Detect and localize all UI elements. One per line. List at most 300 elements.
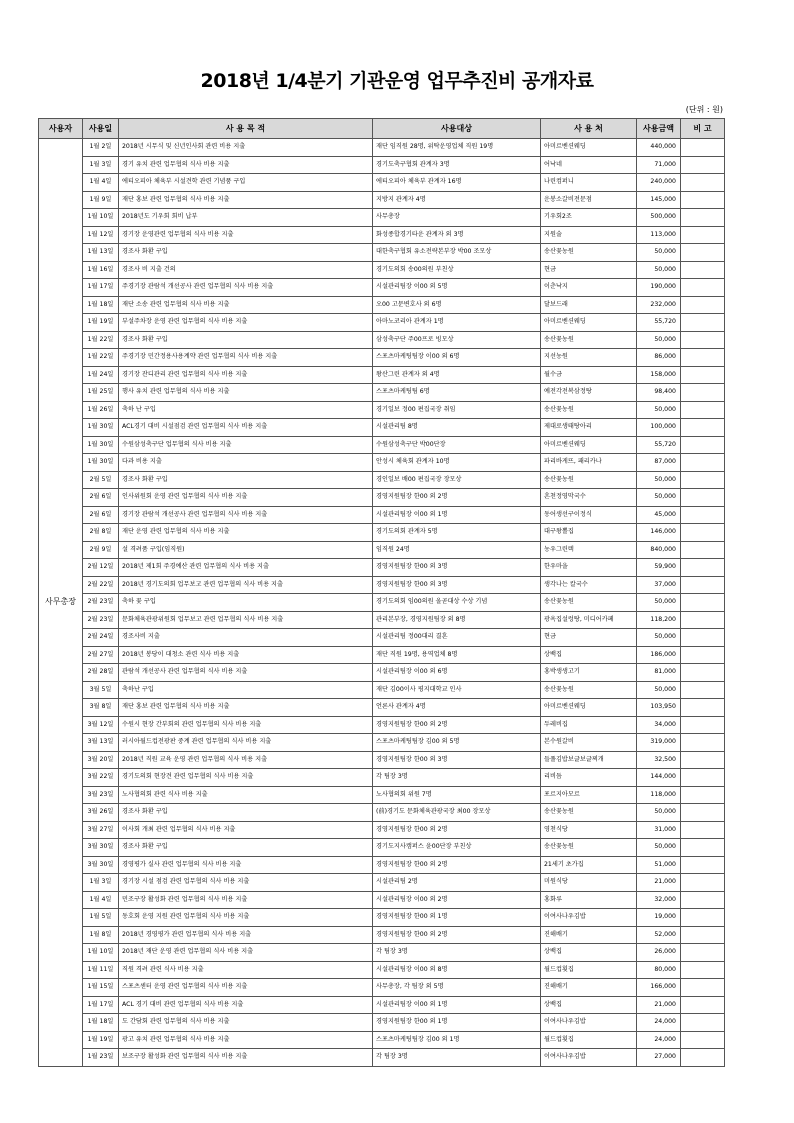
note-cell xyxy=(681,1049,725,1067)
target-cell: 스포츠마케팅팀장 이00 외 6명 xyxy=(373,349,541,367)
amount-cell: 45,000 xyxy=(637,506,681,524)
place-cell: 송산꽃농원 xyxy=(541,471,637,489)
purpose-cell: 2018년 직원 교육 운영 관련 업무협의 식사 비용 지출 xyxy=(119,751,373,769)
amount-cell: 55,720 xyxy=(637,436,681,454)
place-cell: 광옥집설렁탕, 미디어카페 xyxy=(541,611,637,629)
place-cell: 아미르벤션웨딩 xyxy=(541,436,637,454)
table-row xyxy=(39,454,725,472)
amount-cell: 113,000 xyxy=(637,226,681,244)
purpose-cell: 보조구장 활성화 관련 업무협의 식사 비용 지출 xyxy=(119,1049,373,1067)
amount-cell: 21,000 xyxy=(637,874,681,892)
amount-cell: 50,000 xyxy=(637,401,681,419)
table-row xyxy=(39,769,725,787)
amount-cell: 50,000 xyxy=(637,629,681,647)
date-cell: 3월 26일 xyxy=(83,804,119,822)
amount-cell: 145,000 xyxy=(637,191,681,209)
place-cell: 흔천정영막국수 xyxy=(541,489,637,507)
purpose-cell: 수원시 현장 간부회의 관련 업무협의 식사 비용 지출 xyxy=(119,716,373,734)
table-row xyxy=(39,489,725,507)
table-row xyxy=(39,944,725,962)
purpose-cell: 재단 홍보 관련 업무협의 식사 비용 지출 xyxy=(119,699,373,717)
date-cell: 1월 12일 xyxy=(83,226,119,244)
place-cell: 지원술 xyxy=(541,226,637,244)
header-target: 사용대상 xyxy=(373,119,541,139)
target-cell: 경기일보 정00 편집국장 취임 xyxy=(373,401,541,419)
date-cell: 1월 23일 xyxy=(83,1049,119,1067)
place-cell: 송산꽃농원 xyxy=(541,401,637,419)
date-cell: 3월 12일 xyxy=(83,716,119,734)
table-row xyxy=(39,646,725,664)
place-cell: 이춘낙지 xyxy=(541,279,637,297)
date-cell: 1월 9일 xyxy=(83,191,119,209)
target-cell: 재단 직원 19명, 용역업체 8명 xyxy=(373,646,541,664)
header-date: 사용일 xyxy=(83,119,119,139)
note-cell xyxy=(681,471,725,489)
target-cell: 지방지 관계자 4명 xyxy=(373,191,541,209)
place-cell: 나린컴퍼니 xyxy=(541,174,637,192)
purpose-cell: 경기 유치 관련 업무협의 식사 비용 지출 xyxy=(119,156,373,174)
date-cell: 2월 23일 xyxy=(83,611,119,629)
target-cell: 경영지원팀장 한00 외 2명 xyxy=(373,856,541,874)
date-cell: 2월 28일 xyxy=(83,664,119,682)
date-cell: 1월 18일 xyxy=(83,1014,119,1032)
note-cell xyxy=(681,209,725,227)
date-cell: 1월 22일 xyxy=(83,349,119,367)
date-cell: 2월 8일 xyxy=(83,524,119,542)
purpose-cell: 재단 홍보 관련 업무협의 식사 비용 지출 xyxy=(119,191,373,209)
note-cell xyxy=(681,244,725,262)
amount-cell: 840,000 xyxy=(637,541,681,559)
note-cell xyxy=(681,139,725,157)
expense-table xyxy=(38,118,725,1067)
purpose-cell: 인사위원회 운영 관련 업무협의 식사 비용 지출 xyxy=(119,489,373,507)
table-row xyxy=(39,384,725,402)
table-row xyxy=(39,611,725,629)
date-cell: 1월 3일 xyxy=(83,156,119,174)
place-cell: 송산꽃농원 xyxy=(541,244,637,262)
table-row xyxy=(39,891,725,909)
note-cell xyxy=(681,296,725,314)
target-cell: 사무총장, 각 팀장 외 5명 xyxy=(373,979,541,997)
purpose-cell: 2018년 봉당이 대청소 관련 식사 비용 지출 xyxy=(119,646,373,664)
place-cell: 진해배기 xyxy=(541,979,637,997)
amount-cell: 50,000 xyxy=(637,244,681,262)
target-cell: 경영지원팀장 한00 외 1명 xyxy=(373,909,541,927)
target-cell: 경영지원팀장 한00 외 2명 xyxy=(373,926,541,944)
date-cell: 2월 6일 xyxy=(83,489,119,507)
table-header-row xyxy=(39,119,725,139)
table-row xyxy=(39,786,725,804)
note-cell xyxy=(681,261,725,279)
table-row xyxy=(39,296,725,314)
table-row xyxy=(39,874,725,892)
purpose-cell: 경기장 운영관련 업무협의 식사 비용 지출 xyxy=(119,226,373,244)
place-cell: 상백집 xyxy=(541,646,637,664)
place-cell: 달보드래 xyxy=(541,296,637,314)
date-cell: 2월 23일 xyxy=(83,594,119,612)
target-cell: 에티오피아 체육부 관계자 16명 xyxy=(373,174,541,192)
target-cell: 스포츠마케팅팀장 김00 외 5명 xyxy=(373,734,541,752)
date-cell: 1월 30일 xyxy=(83,419,119,437)
target-cell: 사무총장 xyxy=(373,209,541,227)
date-cell: 1월 5일 xyxy=(83,909,119,927)
table-row xyxy=(39,541,725,559)
amount-cell: 21,000 xyxy=(637,996,681,1014)
amount-cell: 24,000 xyxy=(637,1014,681,1032)
note-cell xyxy=(681,419,725,437)
target-cell: 경영지원팀장 한00 외 3명 xyxy=(373,576,541,594)
target-cell: 화성종합경기타운 관계자 외 3명 xyxy=(373,226,541,244)
amount-cell: 144,000 xyxy=(637,769,681,787)
unit-label: (단위 : 원) xyxy=(685,105,723,114)
place-cell: 본수원갈비 xyxy=(541,734,637,752)
place-cell: 동어생선구이정식 xyxy=(541,506,637,524)
place-cell: 파리바게뜨, 패리카나 xyxy=(541,454,637,472)
note-cell xyxy=(681,436,725,454)
place-cell: 진해배기 xyxy=(541,926,637,944)
place-cell: 송산꽃농원 xyxy=(541,804,637,822)
amount-cell: 50,000 xyxy=(637,471,681,489)
table-row xyxy=(39,401,725,419)
purpose-cell: 재단 운영 관련 업무협의 식사 비용 지출 xyxy=(119,524,373,542)
place-cell: 상백집 xyxy=(541,996,637,1014)
target-cell: 스포츠마케팅팀장 김00 외 1명 xyxy=(373,1031,541,1049)
date-cell: 1월 4일 xyxy=(83,174,119,192)
target-cell: 경영지원팀장 한00 외 2명 xyxy=(373,489,541,507)
purpose-cell: 관람석 개선공사 관련 업무협의 식사 비용 지출 xyxy=(119,664,373,682)
target-cell: 경기도지사캠퍼스 윤00단장 부친상 xyxy=(373,839,541,857)
table-row xyxy=(39,961,725,979)
purpose-cell: 경조사 화환 구입 xyxy=(119,471,373,489)
note-cell xyxy=(681,979,725,997)
table-row xyxy=(39,734,725,752)
note-cell xyxy=(681,506,725,524)
table-row xyxy=(39,349,725,367)
target-cell: 경영지원팀장 한00 외 3명 xyxy=(373,751,541,769)
target-cell: 아마노코리아 관계자 1명 xyxy=(373,314,541,332)
purpose-cell: 경조사 비 지출 건의 xyxy=(119,261,373,279)
date-cell: 2월 12일 xyxy=(83,559,119,577)
amount-cell: 500,000 xyxy=(637,209,681,227)
target-cell: 관리본부장, 경영지원팀장 외 8명 xyxy=(373,611,541,629)
table-row xyxy=(39,1031,725,1049)
table-row xyxy=(39,419,725,437)
table-row xyxy=(39,191,725,209)
header-note: 비 고 xyxy=(681,119,725,139)
table-row xyxy=(39,629,725,647)
place-cell: 두레비집 xyxy=(541,716,637,734)
purpose-cell: 2018년 시무식 및 신년인사회 관련 비용 지출 xyxy=(119,139,373,157)
target-cell: 경기도의회 송00의원 부친상 xyxy=(373,261,541,279)
amount-cell: 86,000 xyxy=(637,349,681,367)
target-cell: 각 팀장 3명 xyxy=(373,769,541,787)
note-cell xyxy=(681,839,725,857)
date-cell: 3월 23일 xyxy=(83,786,119,804)
amount-cell: 50,000 xyxy=(637,489,681,507)
table-row xyxy=(39,524,725,542)
amount-cell: 24,000 xyxy=(637,1031,681,1049)
date-cell: 1월 19일 xyxy=(83,1031,119,1049)
amount-cell: 27,000 xyxy=(637,1049,681,1067)
note-cell xyxy=(681,454,725,472)
date-cell: 2월 5일 xyxy=(83,471,119,489)
note-cell xyxy=(681,314,725,332)
date-cell: 1월 4일 xyxy=(83,891,119,909)
target-cell: 시설관리팀장 이00 외 6명 xyxy=(373,664,541,682)
note-cell xyxy=(681,611,725,629)
note-cell xyxy=(681,874,725,892)
note-cell xyxy=(681,524,725,542)
target-cell: 재단 임직원 28명, 위탁운영업체 직원 19명 xyxy=(373,139,541,157)
amount-cell: 52,000 xyxy=(637,926,681,944)
target-cell: 경기도의회 임00의원 올곧대상 수상 기념 xyxy=(373,594,541,612)
date-cell: 1월 15일 xyxy=(83,979,119,997)
table-row xyxy=(39,366,725,384)
note-cell xyxy=(681,716,725,734)
amount-cell: 50,000 xyxy=(637,681,681,699)
purpose-cell: 주경기장 민간정용사용계약 관련 업무협의 식사 비용 지출 xyxy=(119,349,373,367)
place-cell: 아미르벤션웨딩 xyxy=(541,139,637,157)
purpose-cell: 도 간담회 관련 업무협의 식사 비용 지출 xyxy=(119,1014,373,1032)
place-cell: 송산꽃농원 xyxy=(541,681,637,699)
target-cell: 재단 김00이사 평지대학교 인사 xyxy=(373,681,541,699)
purpose-cell: 경조사비 지출 xyxy=(119,629,373,647)
date-cell: 1월 11일 xyxy=(83,961,119,979)
date-cell: 1월 8일 xyxy=(83,926,119,944)
target-cell: 시설관리팀 8명 xyxy=(373,419,541,437)
table-row xyxy=(39,174,725,192)
purpose-cell: 민조구장 활성화 관련 업무협의 식사 비용 지출 xyxy=(119,891,373,909)
date-cell: 3월 27일 xyxy=(83,821,119,839)
purpose-cell: 2018년 경기도의회 업무보고 관련 업무협의 식사 비용 지출 xyxy=(119,576,373,594)
place-cell: 현금 xyxy=(541,261,637,279)
amount-cell: 158,000 xyxy=(637,366,681,384)
amount-cell: 190,000 xyxy=(637,279,681,297)
target-cell: 삼성축구단 주00프로 빙모상 xyxy=(373,331,541,349)
target-cell: 대한축구협회 유소전략본부장 박00 조모상 xyxy=(373,244,541,262)
place-cell: 기우회2조 xyxy=(541,209,637,227)
target-cell: 노사협의회 위원 7명 xyxy=(373,786,541,804)
purpose-cell: 경조사 화환 구입 xyxy=(119,331,373,349)
header-user: 사용자 xyxy=(39,119,83,139)
table-row xyxy=(39,279,725,297)
amount-cell: 100,000 xyxy=(637,419,681,437)
date-cell: 3월 13일 xyxy=(83,734,119,752)
amount-cell: 50,000 xyxy=(637,331,681,349)
place-cell: 상백집 xyxy=(541,944,637,962)
date-cell: 3월 5일 xyxy=(83,681,119,699)
note-cell xyxy=(681,489,725,507)
target-cell: 경영지원팀장 한00 외 2명 xyxy=(373,821,541,839)
note-cell xyxy=(681,226,725,244)
note-cell xyxy=(681,909,725,927)
note-cell xyxy=(681,751,725,769)
table-row xyxy=(39,926,725,944)
target-cell: 시설관리팀 정00대리 결혼 xyxy=(373,629,541,647)
note-cell xyxy=(681,699,725,717)
table-row xyxy=(39,244,725,262)
place-cell: 이여사나우김밥 xyxy=(541,1014,637,1032)
target-cell: 시설관리팀장 이00 외 1명 xyxy=(373,996,541,1014)
amount-cell: 50,000 xyxy=(637,594,681,612)
purpose-cell: ACL 경기 대비 관련 업무협의 식사 비용 지출 xyxy=(119,996,373,1014)
note-cell xyxy=(681,1031,725,1049)
place-cell: 월드컵횟집 xyxy=(541,1031,637,1049)
place-cell: 현금 xyxy=(541,629,637,647)
purpose-cell: 부설주차장 운영 관련 업무협의 식사 비용 지출 xyxy=(119,314,373,332)
purpose-cell: 에티오피아 체육부 시설견학 관련 기념품 구입 xyxy=(119,174,373,192)
purpose-cell: 설 격려품 구입(임직원) xyxy=(119,541,373,559)
note-cell xyxy=(681,629,725,647)
date-cell: 1월 2일 xyxy=(83,139,119,157)
target-cell: 안성시 체육회 관계자 10명 xyxy=(373,454,541,472)
purpose-cell: 다과 비용 지출 xyxy=(119,454,373,472)
date-cell: 1월 18일 xyxy=(83,296,119,314)
target-cell: 스포츠마케팅팀 6명 xyxy=(373,384,541,402)
table-row xyxy=(39,1049,725,1067)
note-cell xyxy=(681,961,725,979)
amount-cell: 146,000 xyxy=(637,524,681,542)
note-cell xyxy=(681,664,725,682)
place-cell: 21세기 초가집 xyxy=(541,856,637,874)
note-cell xyxy=(681,594,725,612)
table-row xyxy=(39,226,725,244)
place-cell: 홍화루 xyxy=(541,891,637,909)
table-row xyxy=(39,979,725,997)
purpose-cell: 이사회 개최 관련 업무협의 식사 비용 지출 xyxy=(119,821,373,839)
amount-cell: 232,000 xyxy=(637,296,681,314)
target-cell: 경영지원팀장 한00 외 1명 xyxy=(373,1014,541,1032)
amount-cell: 319,000 xyxy=(637,734,681,752)
note-cell xyxy=(681,156,725,174)
amount-cell: 34,000 xyxy=(637,716,681,734)
purpose-cell: 주경기장 관람석 개선공사 관련 업무협의 식사 비용 지출 xyxy=(119,279,373,297)
note-cell xyxy=(681,331,725,349)
target-cell: 임직원 24명 xyxy=(373,541,541,559)
amount-cell: 98,400 xyxy=(637,384,681,402)
place-cell: 예전각전복삼정탕 xyxy=(541,384,637,402)
note-cell xyxy=(681,821,725,839)
place-cell: 아미르벤션웨딩 xyxy=(541,699,637,717)
purpose-cell: 2018년 경영평가 관련 업무협의 식사 비용 지출 xyxy=(119,926,373,944)
amount-cell: 118,200 xyxy=(637,611,681,629)
place-cell: 홍박생생고기 xyxy=(541,664,637,682)
table-row xyxy=(39,664,725,682)
amount-cell: 26,000 xyxy=(637,944,681,962)
amount-cell: 55,720 xyxy=(637,314,681,332)
date-cell: 1월 10일 xyxy=(83,944,119,962)
header-place: 사 용 처 xyxy=(541,119,637,139)
note-cell xyxy=(681,559,725,577)
table-row xyxy=(39,856,725,874)
table-row xyxy=(39,681,725,699)
place-cell: 농우그린텍 xyxy=(541,541,637,559)
note-cell xyxy=(681,944,725,962)
place-cell: 월드컵횟집 xyxy=(541,961,637,979)
table-row xyxy=(39,1014,725,1032)
purpose-cell: 경조사 화환 구입 xyxy=(119,244,373,262)
purpose-cell: 2018년도 기우회 회비 납부 xyxy=(119,209,373,227)
note-cell xyxy=(681,804,725,822)
place-cell: 이여사나우김밥 xyxy=(541,909,637,927)
header-amount: 사용금액 xyxy=(637,119,681,139)
note-cell xyxy=(681,576,725,594)
note-cell xyxy=(681,856,725,874)
note-cell xyxy=(681,891,725,909)
amount-cell: 186,000 xyxy=(637,646,681,664)
place-cell: 송산꽃농원 xyxy=(541,331,637,349)
place-cell: 지선농원 xyxy=(541,349,637,367)
target-cell: 언론사 관계자 4명 xyxy=(373,699,541,717)
amount-cell: 32,000 xyxy=(637,891,681,909)
table-row xyxy=(39,436,725,454)
amount-cell: 50,000 xyxy=(637,839,681,857)
purpose-cell: ACL경기 대비 시설점검 관련 업무협의 식사 비용 지출 xyxy=(119,419,373,437)
place-cell: 미원식당 xyxy=(541,874,637,892)
date-cell: 1월 16일 xyxy=(83,261,119,279)
date-cell: 1월 30일 xyxy=(83,454,119,472)
purpose-cell: 동호회 운영 지원 관련 업무협의 식사 비용 지출 xyxy=(119,909,373,927)
date-cell: 1월 22일 xyxy=(83,331,119,349)
table-row xyxy=(39,156,725,174)
target-cell: 시설관리팀장 이00 외 2명 xyxy=(373,891,541,909)
table-row xyxy=(39,261,725,279)
note-cell xyxy=(681,786,725,804)
target-cell: 시설관리팀장 이00 외 5명 xyxy=(373,279,541,297)
amount-cell: 80,000 xyxy=(637,961,681,979)
table-row xyxy=(39,804,725,822)
target-cell: 경영지원팀장 한00 외 2명 xyxy=(373,716,541,734)
place-cell: 영천식당 xyxy=(541,821,637,839)
date-cell: 2월 6일 xyxy=(83,506,119,524)
note-cell xyxy=(681,996,725,1014)
purpose-cell: 광고 유치 관련 업무협의 식사 비용 지출 xyxy=(119,1031,373,1049)
note-cell xyxy=(681,646,725,664)
purpose-cell: 축하 꽃 구입 xyxy=(119,594,373,612)
amount-cell: 50,000 xyxy=(637,261,681,279)
purpose-cell: 재단 소송 관련 업무협의 식사 비용 지출 xyxy=(119,296,373,314)
purpose-cell: 2018년 제1회 주경예산 관련 업무협의 식사 비용 지출 xyxy=(119,559,373,577)
purpose-cell: 경기장 시설 점검 관련 업무협의 식사 비용 지출 xyxy=(119,874,373,892)
amount-cell: 87,000 xyxy=(637,454,681,472)
note-cell xyxy=(681,734,725,752)
note-cell xyxy=(681,926,725,944)
page-title: 2018년 1/4분기 기관운영 업무추진비 공개자료 xyxy=(200,70,594,92)
purpose-cell: 경조사 화환 구입 xyxy=(119,839,373,857)
header-purpose: 사 용 목 적 xyxy=(119,119,373,139)
amount-cell: 37,000 xyxy=(637,576,681,594)
purpose-cell: 경기도의회 현장견 관련 업무협의 식사 비용 지출 xyxy=(119,769,373,787)
target-cell: 각 팀장 3명 xyxy=(373,944,541,962)
place-cell: 송산꽃농원 xyxy=(541,594,637,612)
date-cell: 1월 19일 xyxy=(83,314,119,332)
amount-cell: 81,000 xyxy=(637,664,681,682)
target-cell: 경기도의회 관계자 5명 xyxy=(373,524,541,542)
place-cell: 들풀김밥보글보글찌개 xyxy=(541,751,637,769)
place-cell: 생각나는 칼국수 xyxy=(541,576,637,594)
purpose-cell: 러시아월드컵전광판 중계 관련 업무협의 식사 비용 지출 xyxy=(119,734,373,752)
date-cell: 1월 3일 xyxy=(83,874,119,892)
place-cell: 제대로생태탕아리 xyxy=(541,419,637,437)
place-cell: 송산꽃농원 xyxy=(541,839,637,857)
date-cell: 3월 30일 xyxy=(83,856,119,874)
target-cell: 각 팀장 3명 xyxy=(373,1049,541,1067)
date-cell: 2월 27일 xyxy=(83,646,119,664)
amount-cell: 51,000 xyxy=(637,856,681,874)
target-cell: 경인일보 배00 편집국장 장모상 xyxy=(373,471,541,489)
table-row xyxy=(39,699,725,717)
purpose-cell: 직원 격려 관련 식사 비용 지출 xyxy=(119,961,373,979)
